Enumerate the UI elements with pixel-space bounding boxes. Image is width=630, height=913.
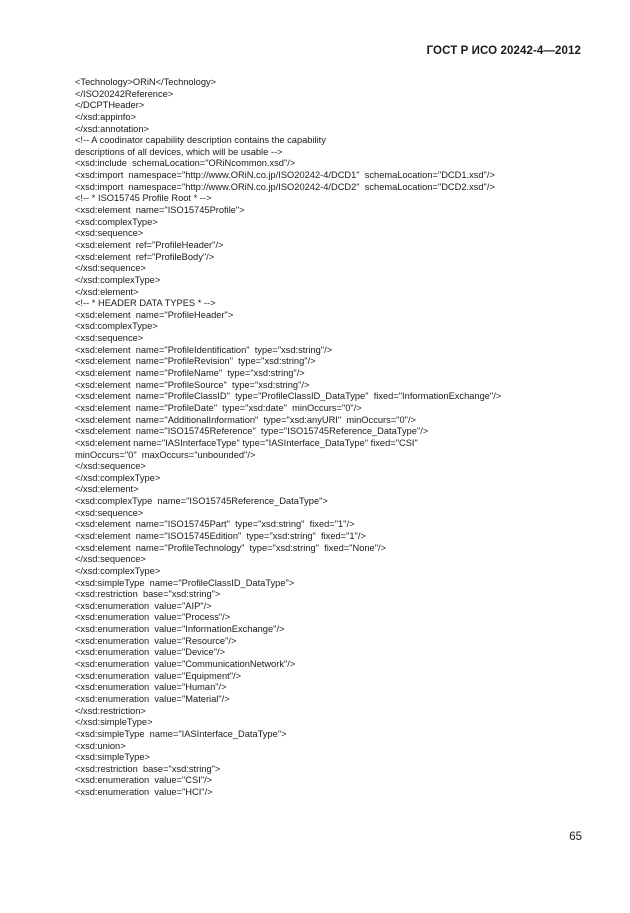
code-line: </ISO20242Reference> xyxy=(75,88,174,99)
code-line: minOccurs="0" maxOccurs="unbounded"/> xyxy=(75,449,256,460)
code-line: <xsd:complexType> xyxy=(75,216,158,227)
code-line: <xsd:sequence> xyxy=(75,228,144,239)
code-line: <xsd:complexType> xyxy=(75,321,158,332)
code-line: <xsd:element name="ISO15745Edition" type="xsd:string" fixed="1"/> xyxy=(75,530,366,541)
code-line: </xsd:element> xyxy=(75,484,139,495)
code-line: </xsd:sequence> xyxy=(75,554,146,565)
code-line: </DCPTHeader> xyxy=(75,100,145,111)
document-header: ГОСТ Р ИСО 20242-4—2012 xyxy=(426,45,581,57)
code-line: </xsd:appinfo> xyxy=(75,111,136,122)
code-line: <xsd:import namespace="http://www.ORiN.co.jp/ISO20242-4/DCD2" schemaLocation="DCD2.xsd"/> xyxy=(75,181,495,192)
code-line: <!-- A coodinator capability description contains the capability xyxy=(75,135,326,146)
code-line: <xsd:enumeration value="Resource"/> xyxy=(75,635,237,646)
code-line: <xsd:enumeration value="AIP"/> xyxy=(75,600,212,611)
code-line: <xsd:simpleType name="ProfileClassID_DataType"> xyxy=(75,577,295,588)
code-line: <xsd:element name="ProfileRevision" type="xsd:string"/> xyxy=(75,356,316,367)
code-line: </xsd:annotation> xyxy=(75,123,149,134)
code-line: <xsd:element name="ISO15745Reference" type="ISO15745Reference_DataType"/> xyxy=(75,426,429,437)
code-line: </xsd:complexType> xyxy=(75,274,161,285)
xml-schema-listing xyxy=(75,77,595,799)
code-line: <!-- * ISO15745 Profile Root * --> xyxy=(75,193,212,204)
code-line: </xsd:element> xyxy=(75,286,139,297)
code-line: <xsd:restriction base="xsd:string"> xyxy=(75,589,221,600)
code-line: <xsd:simpleType name="IASInterface_DataType"> xyxy=(75,728,287,739)
code-line: <!-- * HEADER DATA TYPES * --> xyxy=(75,298,216,309)
code-line: <xsd:element ref="ProfileHeader"/> xyxy=(75,239,224,250)
code-line: <xsd:element name="ProfileSource" type="xsd:string"/> xyxy=(75,379,310,390)
code-line: <Technology>ORiN</Technology> xyxy=(75,77,217,87)
code-line: <xsd:element name="ProfileClassID" type="ProfileClassID_DataType" fixed="InformationExchange"/> xyxy=(75,391,502,402)
code-line: </xsd:complexType> xyxy=(75,565,161,576)
code-line: <xsd:enumeration value="Device"/> xyxy=(75,647,226,658)
code-line: <xsd:enumeration value="Process"/> xyxy=(75,612,231,623)
code-line: <xsd:element ref="ProfileBody"/> xyxy=(75,251,215,262)
code-line: <xsd:element name="ISO15745Part" type="xsd:string" fixed="1"/> xyxy=(75,519,355,530)
code-line: <xsd:element name="ProfileIdentification" type="xsd:string"/> xyxy=(75,344,333,355)
code-line: </xsd:restriction> xyxy=(75,705,146,716)
code-line: <xsd:restriction base="xsd:string"> xyxy=(75,763,221,774)
code-line: <xsd:union> xyxy=(75,740,126,751)
code-line: <xsd:element name="IASInterfaceType" type="IASInterface_DataType" fixed="CSI" xyxy=(75,437,418,448)
code-line: <xsd:element name="ProfileHeader"> xyxy=(75,309,234,320)
code-line: <xsd:enumeration value="CSI"/> xyxy=(75,775,213,786)
code-line: </xsd:simpleType> xyxy=(75,717,153,728)
code-line: <xsd:simpleType> xyxy=(75,752,150,763)
code-line: descriptions of all devices, which will be usable --> xyxy=(75,146,283,157)
code-line: <xsd:element name="ProfileTechnology" type="xsd:string" fixed="None"/> xyxy=(75,542,387,553)
code-line: <xsd:enumeration value="HCI"/> xyxy=(75,787,213,798)
code-line: <xsd:element name="ProfileName" type="xsd:string"/> xyxy=(75,368,305,379)
code-line: <xsd:element name="ISO15745Profile"> xyxy=(75,205,245,216)
code-line: <xsd:enumeration value="Material"/> xyxy=(75,693,230,704)
code-line: </xsd:sequence> xyxy=(75,461,146,472)
code-line: </xsd:complexType> xyxy=(75,472,161,483)
code-line: </xsd:sequence> xyxy=(75,263,146,274)
code-line: <xsd:enumeration value="Human"/> xyxy=(75,682,227,693)
code-line: <xsd:enumeration value="InformationExchange"/> xyxy=(75,624,285,635)
code-line: <xsd:import namespace="http://www.ORiN.co.jp/ISO20242-4/DCD1" schemaLocation="DCD1.xsd"/> xyxy=(75,170,495,181)
code-line: <xsd:enumeration value="CommunicationNetwork"/> xyxy=(75,659,296,670)
code-line: <xsd:element name="AdditionalInformation" type="xsd:anyURI" minOccurs="0"/> xyxy=(75,414,416,425)
page-number: 65 xyxy=(569,831,582,843)
code-line: <xsd:enumeration value="Equipment"/> xyxy=(75,670,242,681)
code-line: <xsd:sequence> xyxy=(75,333,144,344)
code-line: <xsd:sequence> xyxy=(75,507,144,518)
code-line: <xsd:element name="ProfileDate" type="xsd:date" minOccurs="0"/> xyxy=(75,402,362,413)
code-line: <xsd:include schemaLocation="ORiNcommon.xsd"/> xyxy=(75,158,296,169)
code-line: <xsd:complexType name="ISO15745Reference_DataType"> xyxy=(75,496,328,507)
